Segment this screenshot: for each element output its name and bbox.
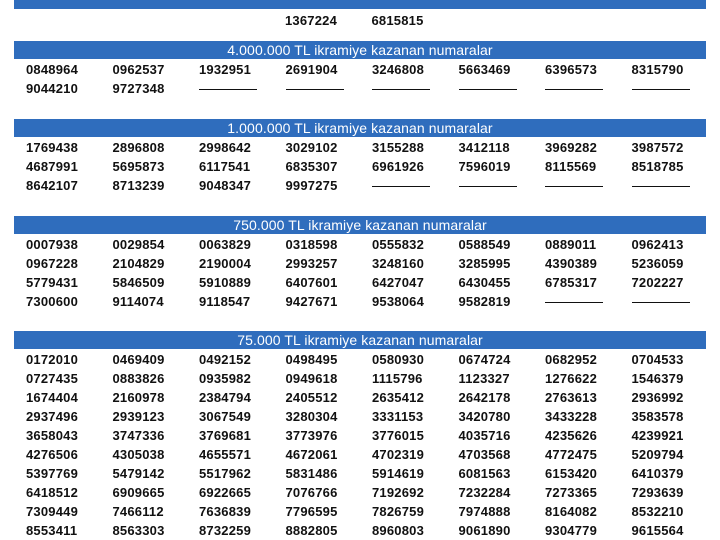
winning-number: 4305038: [112, 447, 165, 462]
winning-number: 0889011: [545, 237, 597, 252]
empty-slot-dash: [372, 79, 459, 98]
winning-number: 7826759: [372, 504, 425, 519]
top-numbers-row: [285, 11, 458, 30]
winning-number: 3769681: [199, 428, 252, 443]
winning-number: 0962537: [112, 62, 165, 77]
winning-number: 6835307: [285, 159, 338, 174]
empty-slot-dash: [372, 176, 459, 195]
winning-number: 5779431: [26, 275, 79, 290]
winning-number: 5517962: [199, 466, 252, 481]
winning-number: 3987572: [631, 140, 684, 155]
winning-number: 6922665: [199, 485, 252, 500]
empty-slot-dash: [632, 292, 719, 311]
winning-number: 1276622: [545, 371, 598, 386]
winning-number: 9048347: [199, 178, 252, 193]
empty-slot-dash: [545, 292, 632, 311]
winning-number: 3280304: [285, 409, 338, 424]
winning-number: 7796595: [285, 504, 338, 519]
winning-number: 5397769: [26, 466, 79, 481]
winning-number: 8713239: [112, 178, 165, 193]
section-title: 750.000 TL ikramiye kazanan numaralar: [14, 216, 706, 234]
winning-number: 3969282: [545, 140, 598, 155]
winning-number: 0588549: [458, 237, 511, 252]
winning-number: 1367224: [285, 13, 338, 28]
winning-number: 8164082: [545, 504, 598, 519]
winning-number: 3773976: [285, 428, 338, 443]
section-title: 4.000.000 TL ikramiye kazanan numaralar: [14, 41, 706, 59]
winning-number: 6153420: [545, 466, 598, 481]
winning-number: 7202227: [631, 275, 684, 290]
winning-number: 2896808: [112, 140, 165, 155]
winning-number: 6430455: [458, 275, 511, 290]
winning-number: 4672061: [285, 447, 338, 462]
winning-number: 0498495: [285, 352, 338, 367]
winning-number: 3155288: [372, 140, 425, 155]
winning-number: 3285995: [458, 256, 511, 271]
winning-number: 0555832: [372, 237, 425, 252]
empty-slot-dash: [199, 79, 286, 98]
winning-number: 8882805: [285, 523, 338, 538]
winning-number: 9997275: [285, 178, 338, 193]
winning-number: 9304779: [545, 523, 598, 538]
winning-number: 3658043: [26, 428, 79, 443]
winning-number: 1674404: [26, 390, 79, 405]
winning-number: 3433228: [545, 409, 598, 424]
winning-number: 0727435: [26, 371, 79, 386]
winning-number: 6117541: [199, 159, 251, 174]
winning-number: 1769438: [26, 140, 79, 155]
winning-number: 7300600: [26, 294, 79, 309]
winning-number: 3583578: [631, 409, 684, 424]
winning-number: 9582819: [458, 294, 511, 309]
winning-number: 0469409: [112, 352, 165, 367]
numbers-grid: [14, 235, 706, 311]
section-75k: [14, 331, 706, 540]
winning-number: 6396573: [545, 62, 598, 77]
winning-number: 9727348: [112, 81, 165, 96]
winning-number: 2160978: [112, 390, 165, 405]
winning-number: 2763613: [545, 390, 598, 405]
section-1m: [14, 119, 706, 195]
winning-number: 0962413: [631, 237, 684, 252]
winning-number: 5846509: [112, 275, 165, 290]
section-header-bar-top: [14, 0, 706, 9]
winning-number: 9538064: [372, 294, 425, 309]
winning-number: 0492152: [199, 352, 252, 367]
winning-number: 8960803: [372, 523, 425, 538]
winning-number: 8518785: [631, 159, 684, 174]
winning-number: 7636839: [199, 504, 252, 519]
winning-number: 4239921: [631, 428, 684, 443]
winning-number: 5479142: [112, 466, 165, 481]
winning-number: 0172010: [26, 352, 79, 367]
winning-number: 5236059: [631, 256, 684, 271]
winning-number: 0682952: [545, 352, 598, 367]
winning-number: 3747336: [112, 428, 165, 443]
section-4m: [14, 41, 706, 98]
empty-slot-dash: [632, 79, 719, 98]
winning-number: 0848964: [26, 62, 79, 77]
winning-number: 5663469: [458, 62, 511, 77]
winning-number: 8642107: [26, 178, 79, 193]
winning-number: 6081563: [458, 466, 511, 481]
winning-number: 5910889: [199, 275, 252, 290]
winning-number: 0949618: [285, 371, 338, 386]
winning-number: 0674724: [458, 352, 511, 367]
winning-number: 6909665: [112, 485, 165, 500]
winning-number: 3246808: [372, 62, 425, 77]
winning-number: 4772475: [545, 447, 598, 462]
section-title: 75.000 TL ikramiye kazanan numaralar: [14, 331, 706, 349]
winning-number: 0935982: [199, 371, 252, 386]
winning-number: 8732259: [199, 523, 252, 538]
winning-number: 9427671: [285, 294, 338, 309]
winning-number: 5695873: [112, 159, 165, 174]
winning-number: 4703568: [458, 447, 511, 462]
winning-number: 9061890: [458, 523, 511, 538]
empty-slot-dash: [632, 176, 719, 195]
winning-number: 7192692: [372, 485, 425, 500]
empty-slot-dash: [459, 79, 546, 98]
winning-number: 6407601: [285, 275, 338, 290]
winning-number: 7596019: [458, 159, 511, 174]
winning-number: 7293639: [631, 485, 684, 500]
winning-number: 7466112: [112, 504, 164, 519]
winning-number: 2384794: [199, 390, 252, 405]
winning-number: 4687991: [26, 159, 79, 174]
winning-number: 6427047: [372, 275, 425, 290]
winning-number: 9044210: [26, 81, 79, 96]
winning-number: 1123327: [458, 371, 510, 386]
winning-number: 2998642: [199, 140, 252, 155]
winning-number: 1546379: [631, 371, 684, 386]
winning-number: 4276506: [26, 447, 79, 462]
winning-number: 7273365: [545, 485, 598, 500]
winning-number: 2937496: [26, 409, 79, 424]
winning-number: 2190004: [199, 256, 252, 271]
section-title: 1.000.000 TL ikramiye kazanan numaralar: [14, 119, 706, 137]
winning-number: 6418512: [26, 485, 79, 500]
numbers-grid: [14, 138, 706, 195]
winning-number: 7309449: [26, 504, 79, 519]
winning-number: 2405512: [285, 390, 338, 405]
winning-number: 4702319: [372, 447, 425, 462]
winning-number: 2939123: [112, 409, 165, 424]
winning-number: 3420780: [458, 409, 511, 424]
winning-number: 0883826: [112, 371, 165, 386]
winning-number: 5914619: [372, 466, 425, 481]
numbers-grid: [14, 350, 706, 540]
winning-number: 2936992: [631, 390, 684, 405]
empty-slot-dash: [286, 79, 373, 98]
winning-number: 3412118: [458, 140, 510, 155]
empty-slot-dash: [545, 79, 632, 98]
winning-number: 8532210: [631, 504, 684, 519]
winning-number: 2104829: [112, 256, 165, 271]
winning-number: 2691904: [285, 62, 338, 77]
section-750k: [14, 216, 706, 311]
winning-number: 2635412: [372, 390, 425, 405]
winning-number: 3067549: [199, 409, 252, 424]
winning-number: 9114074: [112, 294, 164, 309]
winning-number: 6961926: [372, 159, 425, 174]
winning-number: 2993257: [285, 256, 338, 271]
winning-number: 1115796: [372, 371, 423, 386]
winning-number: 5831486: [285, 466, 338, 481]
winning-number: 6815815: [371, 13, 424, 28]
winning-number: 4655571: [199, 447, 252, 462]
winning-number: 0063829: [199, 237, 252, 252]
winning-number: 9118547: [199, 294, 251, 309]
winning-number: 9615564: [631, 523, 684, 538]
winning-number: 5209794: [631, 447, 684, 462]
winning-number: 3248160: [372, 256, 425, 271]
winning-number: 2642178: [458, 390, 511, 405]
winning-number: 1932951: [199, 62, 252, 77]
winning-number: 8553411: [26, 523, 78, 538]
winning-number: 7232284: [458, 485, 511, 500]
winning-number: 0967228: [26, 256, 79, 271]
winning-number: 4390389: [545, 256, 598, 271]
winning-number: 0007938: [26, 237, 79, 252]
winning-number: 4035716: [458, 428, 511, 443]
winning-number: 0029854: [112, 237, 165, 252]
winning-number: 6785317: [545, 275, 598, 290]
winning-number: 0580930: [372, 352, 425, 367]
numbers-grid: [14, 60, 706, 98]
winning-number: 0318598: [285, 237, 338, 252]
winning-number: 8563303: [112, 523, 165, 538]
winning-number: 8315790: [631, 62, 684, 77]
winning-number: 3029102: [285, 140, 338, 155]
winning-number: 8115569: [545, 159, 597, 174]
empty-slot-dash: [459, 176, 546, 195]
winning-number: 3776015: [372, 428, 425, 443]
winning-number: 7076766: [285, 485, 338, 500]
winning-number: 3331153: [372, 409, 424, 424]
empty-slot-dash: [545, 176, 632, 195]
winning-number: 4235626: [545, 428, 598, 443]
winning-number: 7974888: [458, 504, 511, 519]
winning-number: 6410379: [631, 466, 684, 481]
winning-number: 0704533: [631, 352, 684, 367]
